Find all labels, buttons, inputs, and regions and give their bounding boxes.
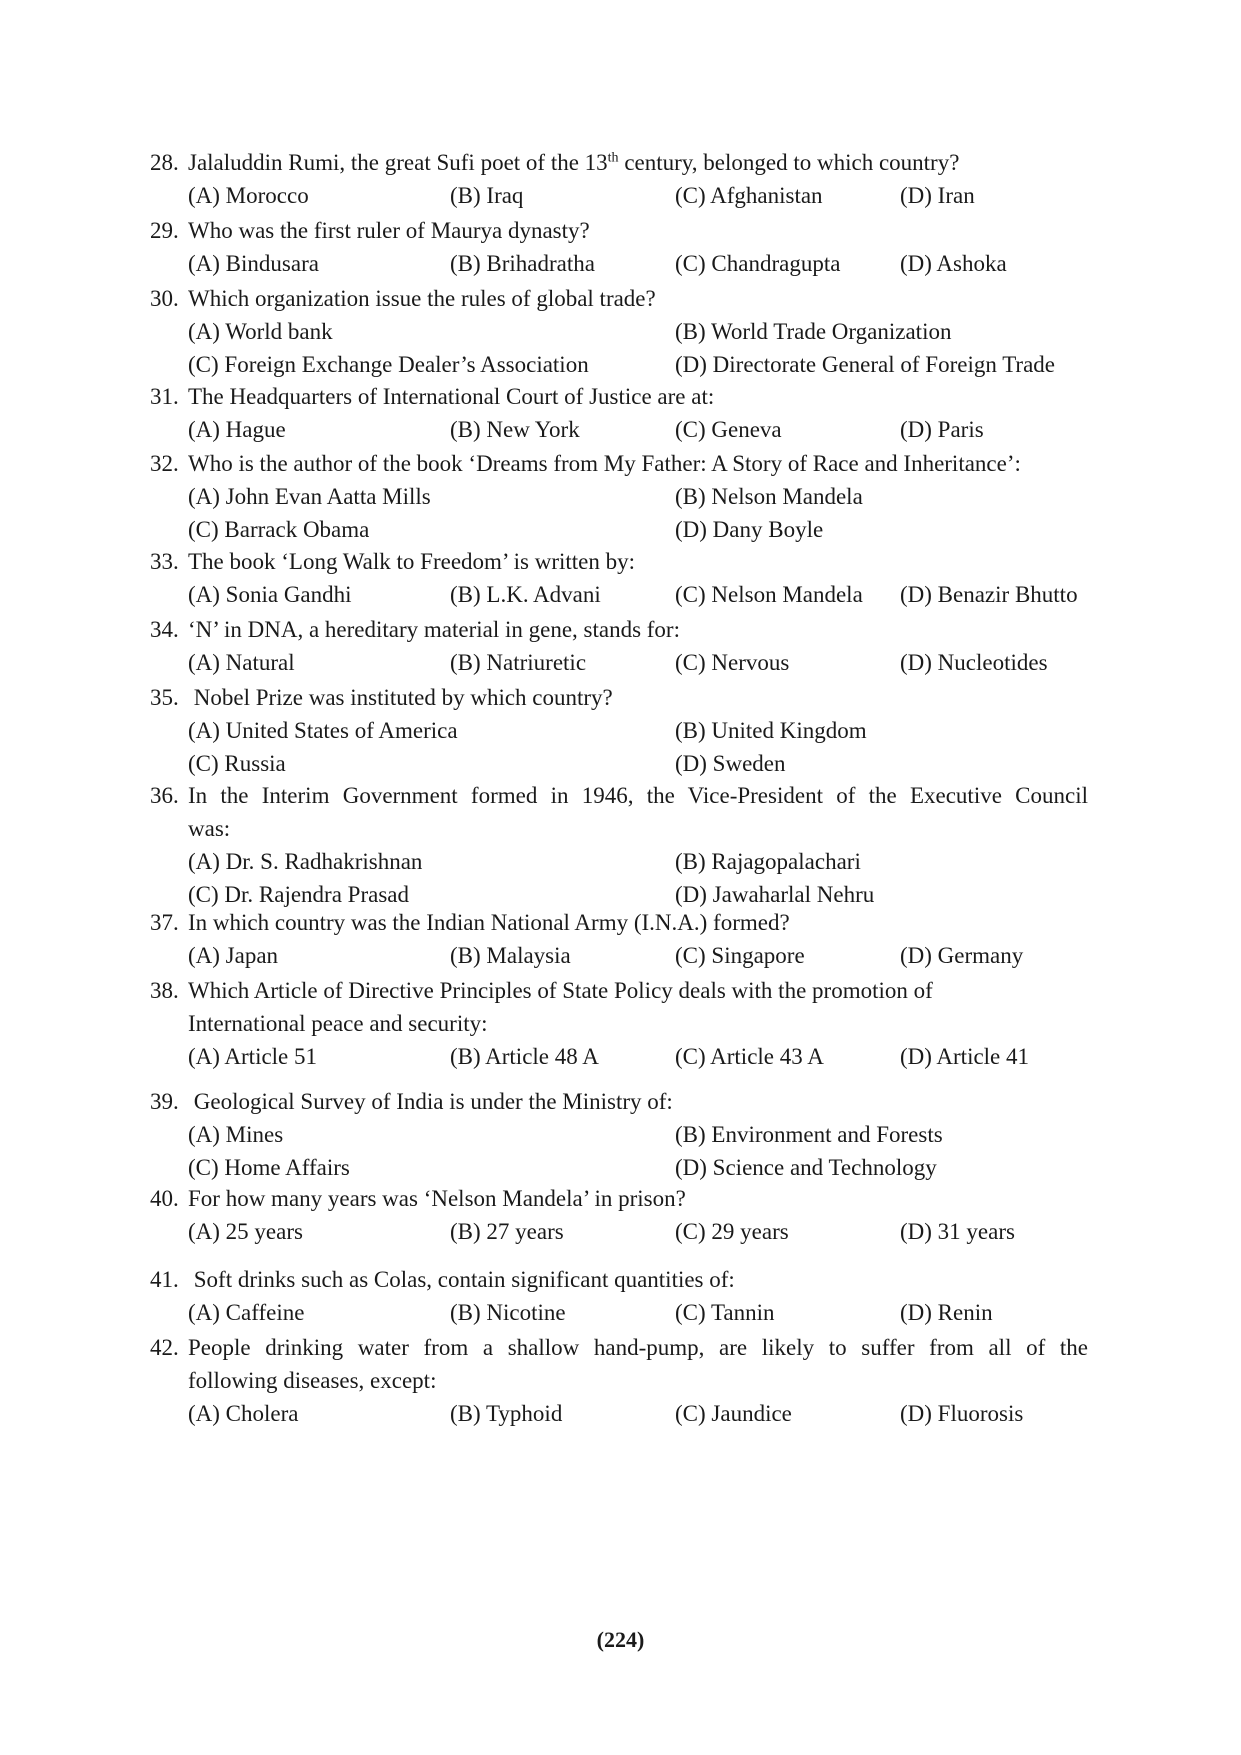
options-row	[150, 413, 1090, 446]
question-40	[150, 1182, 1090, 1248]
options-row	[150, 1397, 1090, 1430]
option-c: (C) Singapore	[675, 943, 805, 968]
option-b: (B) Iraq	[450, 183, 524, 208]
option-d: (D) Article 41	[900, 1044, 1030, 1069]
option-b: (B) United Kingdom	[675, 718, 867, 743]
options-row	[150, 939, 1090, 972]
question-39	[150, 1085, 1090, 1184]
option-c: (C) Tannin	[675, 1300, 775, 1325]
options-row	[150, 1215, 1090, 1248]
option-d: (D) Germany	[900, 943, 1024, 968]
options-row	[150, 247, 1090, 280]
option-d: (D) Paris	[900, 417, 984, 442]
option-d: (D) Sweden	[675, 751, 786, 776]
option-c: (C) 29 years	[675, 1219, 789, 1244]
question-text: Who is the author of the book ‘Dreams from My Father: A Story of Race and Inheritance’:	[188, 451, 1021, 476]
option-a: (A) Bindusara	[188, 251, 319, 276]
question-text: Geological Survey of India is under the Ministry of:	[188, 1089, 673, 1114]
question-32	[150, 447, 1090, 546]
question-text-continued: was:	[188, 816, 231, 841]
option-b: (B) L.K. Advani	[450, 582, 601, 607]
question-number: 38.	[150, 978, 179, 1003]
options-row	[150, 513, 1090, 546]
option-a: (A) 25 years	[188, 1219, 303, 1244]
question-number: 34.	[150, 617, 179, 642]
options-row	[150, 646, 1090, 679]
option-b: (B) Brihadratha	[450, 251, 595, 276]
question-37	[150, 906, 1090, 972]
option-b: (B) Typhoid	[450, 1401, 563, 1426]
options-row	[150, 578, 1090, 611]
question-text: Nobel Prize was instituted by which country?	[188, 685, 613, 710]
options-row	[150, 747, 1090, 780]
option-d: (D) Benazir Bhutto	[900, 582, 1078, 607]
option-c: (C) Geneva	[675, 417, 782, 442]
option-c: (C) Nelson Mandela	[675, 582, 863, 607]
question-text: Which organization issue the rules of global trade?	[188, 286, 656, 311]
option-a: (A) Article 51	[188, 1044, 318, 1069]
option-a: (A) Mines	[188, 1122, 284, 1147]
question-number: 33.	[150, 549, 179, 574]
option-b: (B) Natriuretic	[450, 650, 587, 675]
question-text-continued: following diseases, except:	[188, 1368, 437, 1393]
option-b: (B) Nicotine	[450, 1300, 566, 1325]
options-row	[150, 480, 1090, 513]
question-number: 39.	[150, 1089, 179, 1114]
options-row	[150, 1151, 1090, 1184]
question-text: The Headquarters of International Court of Justice are at:	[188, 384, 715, 409]
option-d: (D) Jawaharlal Nehru	[675, 882, 875, 907]
question-text: In the Interim Government formed in 1946, the Vice-President of the Executive Council	[188, 783, 1088, 808]
question-number: 35.	[150, 685, 179, 710]
page-number: (224)	[596, 1627, 645, 1652]
options-row	[150, 714, 1090, 747]
option-c: (C) Jaundice	[675, 1401, 792, 1426]
option-d: (D) 31 years	[900, 1219, 1015, 1244]
question-41	[150, 1263, 1090, 1329]
option-b: (B) Nelson Mandela	[675, 484, 863, 509]
options-row	[150, 1040, 1090, 1073]
option-c: (C) Russia	[188, 751, 286, 776]
option-a: (A) World bank	[188, 319, 333, 344]
question-34	[150, 613, 1090, 679]
option-a: (A) Caffeine	[188, 1300, 305, 1325]
option-d: (D) Directorate General of Foreign Trade	[675, 352, 1056, 377]
option-b: (B) Malaysia	[450, 943, 571, 968]
question-number: 41.	[150, 1267, 179, 1292]
option-a: (A) Morocco	[188, 183, 309, 208]
option-d: (D) Science and Technology	[675, 1155, 937, 1180]
option-a: (A) United States of America	[188, 718, 458, 743]
option-b: (B) Rajagopalachari	[675, 849, 861, 874]
question-text: Jalaluddin Rumi, the great Sufi poet of the 13th century, belonged to which country?	[188, 150, 960, 175]
option-a: (A) Sonia Gandhi	[188, 582, 352, 607]
option-a: (A) Hague	[188, 417, 286, 442]
option-a: (A) Natural	[188, 650, 295, 675]
option-b: (B) New York	[450, 417, 580, 442]
options-row	[150, 179, 1090, 212]
option-b: (B) 27 years	[450, 1219, 564, 1244]
question-31	[150, 380, 1090, 446]
question-text: ‘N’ in DNA, a hereditary material in gene, stands for:	[188, 617, 680, 642]
option-c: (C) Chandragupta	[675, 251, 841, 276]
question-text: In which country was the Indian National Army (I.N.A.) formed?	[188, 910, 790, 935]
question-number: 42.	[150, 1335, 179, 1360]
question-42	[150, 1331, 1090, 1430]
question-number: 36.	[150, 783, 179, 808]
question-33	[150, 545, 1090, 611]
option-a: (A) Cholera	[188, 1401, 299, 1426]
option-d: (D) Renin	[900, 1300, 993, 1325]
option-d: (D) Dany Boyle	[675, 517, 824, 542]
option-a: (A) John Evan Aatta Mills	[188, 484, 431, 509]
option-a: (A) Dr. S. Radhakrishnan	[188, 849, 423, 874]
options-row	[150, 1296, 1090, 1329]
option-b: (B) Article 48 A	[450, 1044, 599, 1069]
question-number: 31.	[150, 384, 179, 409]
question-text: People drinking water from a shallow hand-pump, are likely to suffer from all of the	[188, 1335, 1088, 1360]
question-text: Soft drinks such as Colas, contain significant quantities of:	[188, 1267, 735, 1292]
option-d: (D) Fluorosis	[900, 1401, 1024, 1426]
question-text: For how many years was ‘Nelson Mandela’ in prison?	[188, 1186, 686, 1211]
options-row	[150, 315, 1090, 348]
option-c: (C) Dr. Rajendra Prasad	[188, 882, 409, 907]
question-36	[150, 779, 1090, 911]
option-c: (C) Article 43 A	[675, 1044, 824, 1069]
option-c: (C) Foreign Exchange Dealer’s Association	[188, 352, 589, 377]
question-29	[150, 214, 1090, 280]
option-c: (C) Home Affairs	[188, 1155, 350, 1180]
question-text: Which Article of Directive Principles of State Policy deals with the promotion of	[188, 978, 933, 1003]
option-d: (D) Ashoka	[900, 251, 1007, 276]
question-30	[150, 282, 1090, 381]
option-d: (D) Nucleotides	[900, 650, 1048, 675]
question-number: 37.	[150, 910, 179, 935]
option-b: (B) Environment and Forests	[675, 1122, 943, 1147]
question-38	[150, 974, 1090, 1073]
question-35	[150, 681, 1090, 780]
question-text: The book ‘Long Walk to Freedom’ is written by:	[188, 549, 635, 574]
option-a: (A) Japan	[188, 943, 279, 968]
option-b: (B) World Trade Organization	[675, 319, 952, 344]
question-number: 28.	[150, 150, 179, 175]
option-c: (C) Barrack Obama	[188, 517, 370, 542]
question-number: 29.	[150, 218, 179, 243]
question-number: 40.	[150, 1186, 179, 1211]
option-c: (C) Afghanistan	[675, 183, 823, 208]
question-text: Who was the first ruler of Maurya dynasty?	[188, 218, 590, 243]
question-number: 30.	[150, 286, 179, 311]
options-row	[150, 348, 1090, 381]
options-row	[150, 845, 1090, 878]
question-text-continued: International peace and security:	[188, 1011, 488, 1036]
options-row	[150, 1118, 1090, 1151]
question-number: 32.	[150, 451, 179, 476]
option-c: (C) Nervous	[675, 650, 790, 675]
question-28	[150, 146, 1090, 212]
option-d: (D) Iran	[900, 183, 975, 208]
